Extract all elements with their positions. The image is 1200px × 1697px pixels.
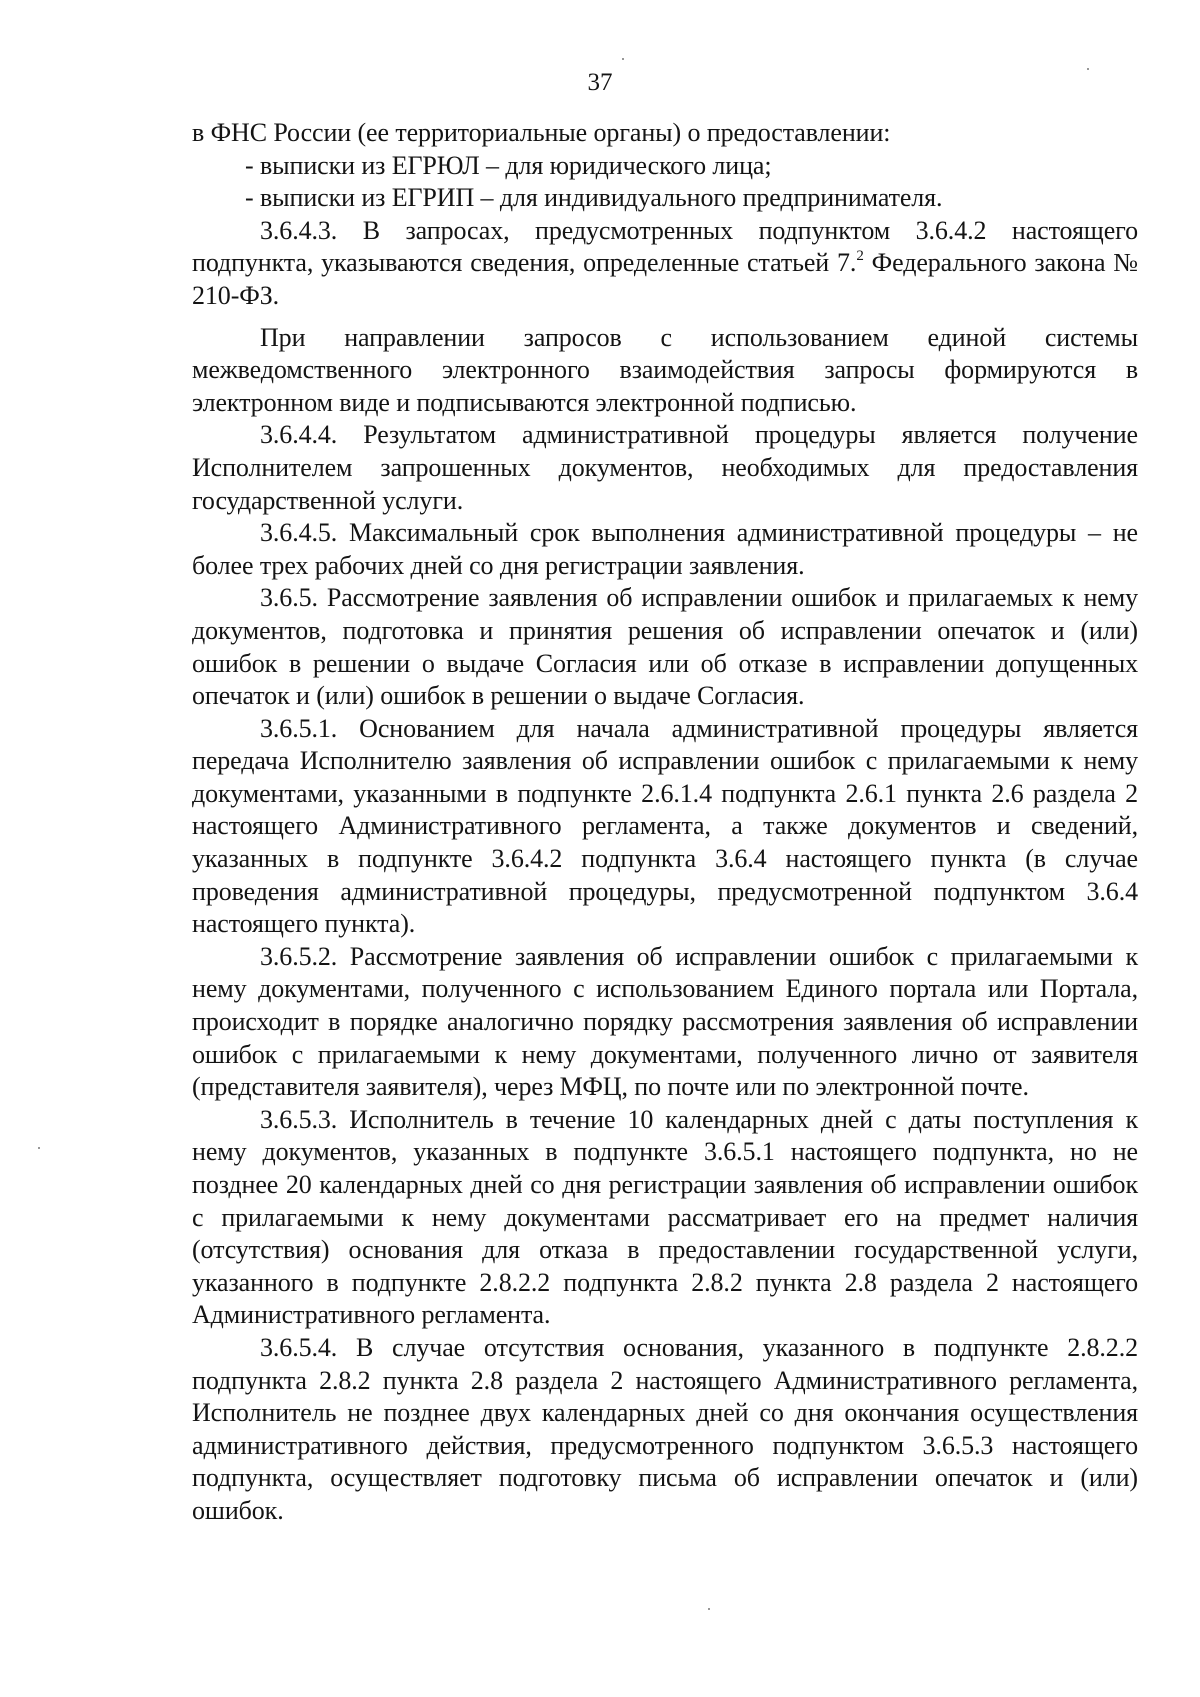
scan-speck: [1087, 68, 1089, 70]
paragraph-3-6-4-4: 3.6.4.4. Результатом административной процедуры является получение Исполнителем запрошенных документов, необходимых для предоставления государственной услуги.: [192, 420, 1138, 515]
page-number: 37: [587, 69, 613, 96]
paragraph-3-6-4-3: [192, 215, 1138, 313]
paragraph-3-6-4-5: 3.6.4.5. Максимальный срок выполнения административной процедуры – не более трех рабочих дней со дня регистрации заявления.: [192, 518, 1138, 580]
superscript-2: 2: [856, 248, 864, 265]
paragraph-3-6-5-4: 3.6.5.4. В случае отсутствия основания, указанного в подпункте 2.8.2.2 подпункта 2.8.2 пункта 2.8 раздела 2 настоящего Административного регламента, Исполнитель не позднее двух календарных дней со дня окончания осуществления административного действия, предусмотренного подпунктом 3.6.5.3 настоящего подпункта, осуществляет подготовку письма об исправлении опечаток и (или) ошибок.: [192, 1332, 1138, 1525]
paragraph-requests-smev: При направлении запросов с использованием единой системы межведомственного электронного взаимодействия запросы формируются в электронном виде и подписываются электронной подписью.: [192, 322, 1138, 417]
paragraph-intro: в ФНС России (ее территориальные органы) о предоставлении:: [192, 118, 891, 147]
list-item-egrul: - выписки из ЕГРЮЛ – для юридического лица;: [245, 150, 772, 180]
scan-speck: [708, 1608, 710, 1610]
paragraph-3-6-5-3: 3.6.5.3. Исполнитель в течение 10 календарных дней с даты поступления к нему документов, указанных в подпункте 3.6.5.1 настоящего подпункта, но не позднее 20 календарных дней со дня регистрации заявления об исправлении ошибок с прилагаемыми к нему документами рассматривает его на предмет наличия (отсутствия) основания для отказа в предоставлении государственной услуги, указанного в подпункте 2.8.2.2 подпункта 2.8.2 пункта 2.8 раздела 2 настоящего Административного регламента.: [192, 1104, 1138, 1330]
paragraph-3-6-4-3-text: 3.6.4.3. В запросах, предусмотренных подпунктом 3.6.4.2 настоящего подпункта, указываются сведения, определенные статьей 7.: [192, 215, 1138, 278]
scan-speck: [622, 58, 624, 60]
paragraph-3-6-5: 3.6.5. Рассмотрение заявления об исправлении ошибок и прилагаемых к нему документов, подготовка и принятия решения об исправлении опечаток и (или) ошибок в решении о выдаче Согласия или об отказе в исправлении допущенных опечаток и (или) ошибок в решении о выдаче Согласия.: [192, 583, 1138, 711]
document-body: [192, 117, 1138, 1528]
paragraph-3-6-4-3-tail: Федерального закона № 210-ФЗ.: [192, 248, 1138, 310]
scan-speck: [38, 1147, 40, 1149]
paragraph-3-6-5-1: 3.6.5.1. Основанием для начала административной процедуры является передача Исполнителю заявления об исправлении ошибок с прилагаемыми к нему документами, указанными в подпункте 2.6.1.4 подпункта 2.6.1 пункта 2.6 раздела 2 настоящего Административного регламента, а также документов и сведений, указанных в подпункте 3.6.4.2 подпункта 3.6.4 настоящего пункта (в случае проведения административной процедуры, предусмотренной подпунктом 3.6.4 настоящего пункта).: [192, 713, 1138, 939]
paragraph-3-6-5-2: 3.6.5.2. Рассмотрение заявления об исправлении ошибок с прилагаемыми к нему документами, полученного с использованием Единого портала или Портала, происходит в порядке аналогично порядку рассмотрения заявления об исправлении ошибок с прилагаемыми к нему документами, полученного лично от заявителя (представителя заявителя), через МФЦ, по почте или по электронной почте.: [192, 941, 1138, 1102]
list-item-egrip: - выписки из ЕГРИП – для индивидуального предпринимателя.: [245, 183, 943, 213]
